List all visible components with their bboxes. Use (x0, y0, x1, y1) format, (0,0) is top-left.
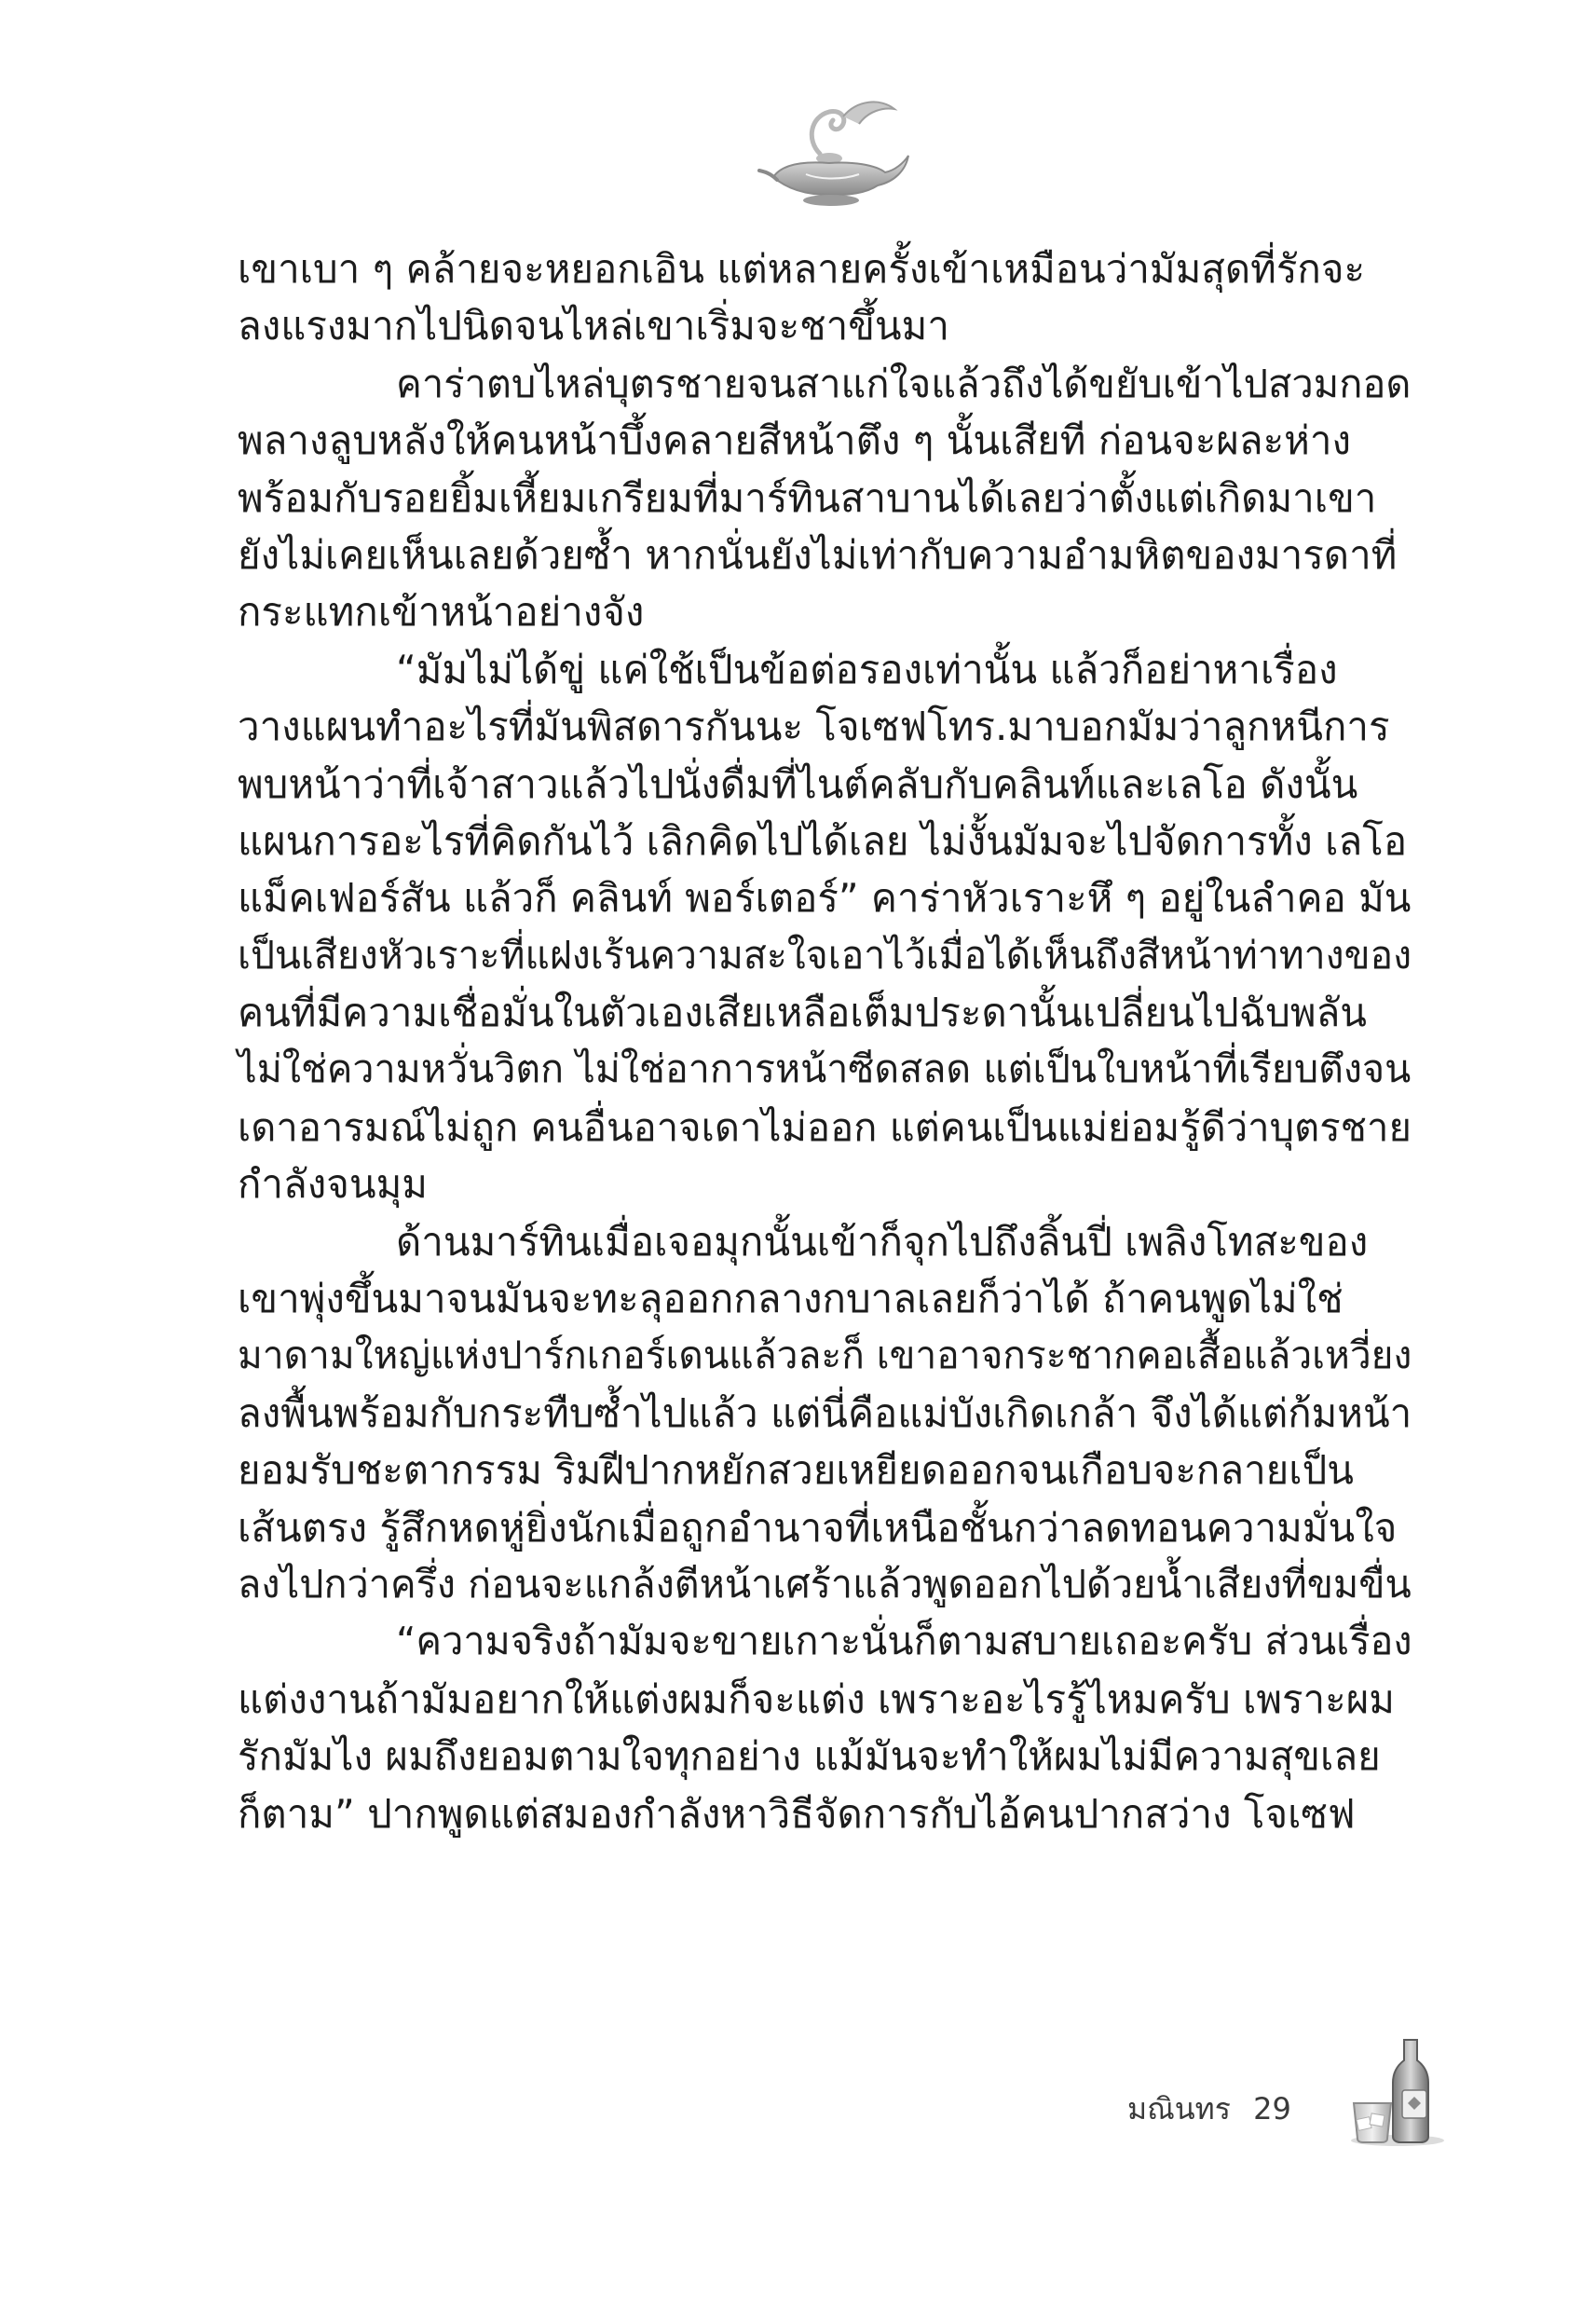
text-line: กำลังจนมุม (238, 1161, 428, 1208)
text-line: เป็นเสียงหัวเราะที่แฝงเร้นความสะใจเอาไว้เมื่อได้เห็นถึงสีหน้าท่าทางของ (238, 932, 1412, 978)
text-line: กระแทกเข้าหน้าอย่างจัง (238, 589, 645, 636)
bottle-and-glass-ornament-icon (1346, 2036, 1449, 2148)
page-footer (1127, 2085, 1291, 2133)
text-line: พร้อมกับรอยยิ้มเหี้ยมเกรียมที่มาร์ทินสาบานได้เลยว่าตั้งแต่เกิดมาเขา (238, 474, 1377, 521)
text-line: เขาพุ่งขึ้นมาจนมันจะทะลุออกกลางกบาลเลยก็ว่าได้ ถ้าคนพูดไม่ใช่ (238, 1276, 1344, 1322)
text-line: แม็คเฟอร์สัน แล้วก็ คลินท์ พอร์เตอร์” คาร่าหัวเราะหึ ๆ อยู่ในลำคอ มัน (238, 875, 1412, 922)
text-line: คนที่มีความเชื่อมั่นในตัวเองเสียเหลือเต็มประดานั้นเปลี่ยนไปฉับพลัน (238, 990, 1368, 1036)
text-line: ลงพื้นพร้อมกับกระทืบซ้ำไปแล้ว แต่นี่คือแม่บังเกิดเกล้า จึงได้แต่ก้มหน้า (238, 1389, 1412, 1436)
text-line: ยอมรับชะตากรรม ริมฝีปากหยักสวยเหยียดออกจนเกือบจะกลายเป็น (238, 1447, 1354, 1494)
text-line: ก็ตาม” ปากพูดแต่สมองกำลังหาวิธีจัดการกับไอ้คนปากสว่าง โจเซฟ (238, 1790, 1356, 1837)
text-line: ไม่ใช่ความหวั่นวิตก ไม่ใช่อาการหน้าซีดสลด แต่เป็นใบหน้าที่เรียบตึงจน (238, 1046, 1412, 1092)
text-line: ลงไปกว่าครึ่ง ก่อนจะแกล้งตีหน้าเศร้าแล้วพูดออกไปด้วยน้ำเสียงที่ขมขื่น (238, 1561, 1412, 1607)
text-line: มาดามใหญ่แห่งปาร์กเกอร์เดนแล้วละก็ เขาอาจกระชากคอเสื้อแล้วเหวี่ยง (238, 1333, 1412, 1378)
text-line: รักมัมไง ผมถึงยอมตามใจทุกอย่าง แม้มันจะทำให้ผมไม่มีความสุขเลย (238, 1733, 1381, 1780)
text-line: เส้นตรง รู้สึกหดหู่ยิ่งนักเมื่อถูกอำนาจที่เหนือชั้นกว่าลดทอนความมั่นใจ (238, 1504, 1398, 1551)
page-number: 29 (1253, 2091, 1291, 2126)
text-line: พลางลูบหลังให้คนหน้าบึ้งคลายสีหน้าตึง ๆ นั้นเสียที ก่อนจะผละห่าง (238, 417, 1351, 464)
text-line: “ความจริงถ้ามัมจะขายเกาะนั่นก็ตามสบายเถอะครับ ส่วนเรื่อง (396, 1619, 1412, 1664)
text-line: ด้านมาร์ทินเมื่อเจอมุกนั้นเข้าก็จุกไปถึงลิ้นปี่ เพลิงโทสะของ (396, 1218, 1369, 1265)
text-line: เดาอารมณ์ไม่ถูก คนอื่นอาจเดาไม่ออก แต่คนเป็นแม่ย่อมรู้ดีว่าบุตรชาย (238, 1103, 1412, 1150)
text-line: คาร่าตบไหล่บุตรชายจนสาแก่ใจแล้วถึงได้ขยับเข้าไปสวมกอด (396, 360, 1412, 406)
text-line: วางแผนทำอะไรที่มันพิสดารกันนะ โจเซฟโทร.มาบอกมัมว่าลูกหนีการ (238, 704, 1390, 750)
text-line: ลงแรงมากไปนิดจนไหล่เขาเริ่มจะชาขึ้นมา (238, 303, 949, 349)
text-line: ยังไม่เคยเห็นเลยด้วยซ้ำ หากนั่นยังไม่เท่ากับความอำมหิตของมารดาที่ (238, 531, 1398, 578)
text-line: เขาเบา ๆ คล้ายจะหยอกเอิน แต่หลายครั้งเข้าเหมือนว่ามัมสุดที่รักจะ (238, 246, 1366, 292)
text-line: แผนการอะไรที่คิดกันไว้ เลิกคิดไปได้เลย ไม่งั้นมัมจะไปจัดการทั้ง เลโอ (238, 817, 1408, 864)
text-line: แต่งงานถ้ามัมอยากให้แต่งผมก็จะแต่ง เพราะอะไรรู้ไหมครับ เพราะผม (238, 1675, 1395, 1722)
footer-author: มณินทร (1127, 2091, 1231, 2126)
text-line: “มัมไม่ได้ขู่ แค่ใช้เป็นข้อต่อรองเท่านั้น แล้วก็อย่าหาเรื่อง (396, 646, 1338, 692)
chapter-body-text (238, 240, 1412, 1842)
genie-lamp-ornament-icon (755, 89, 913, 210)
text-line: พบหน้าว่าที่เจ้าสาวแล้วไปนั่งดื่มที่ไนต์คลับกับคลินท์และเลโอ ดังนั้น (238, 760, 1358, 807)
